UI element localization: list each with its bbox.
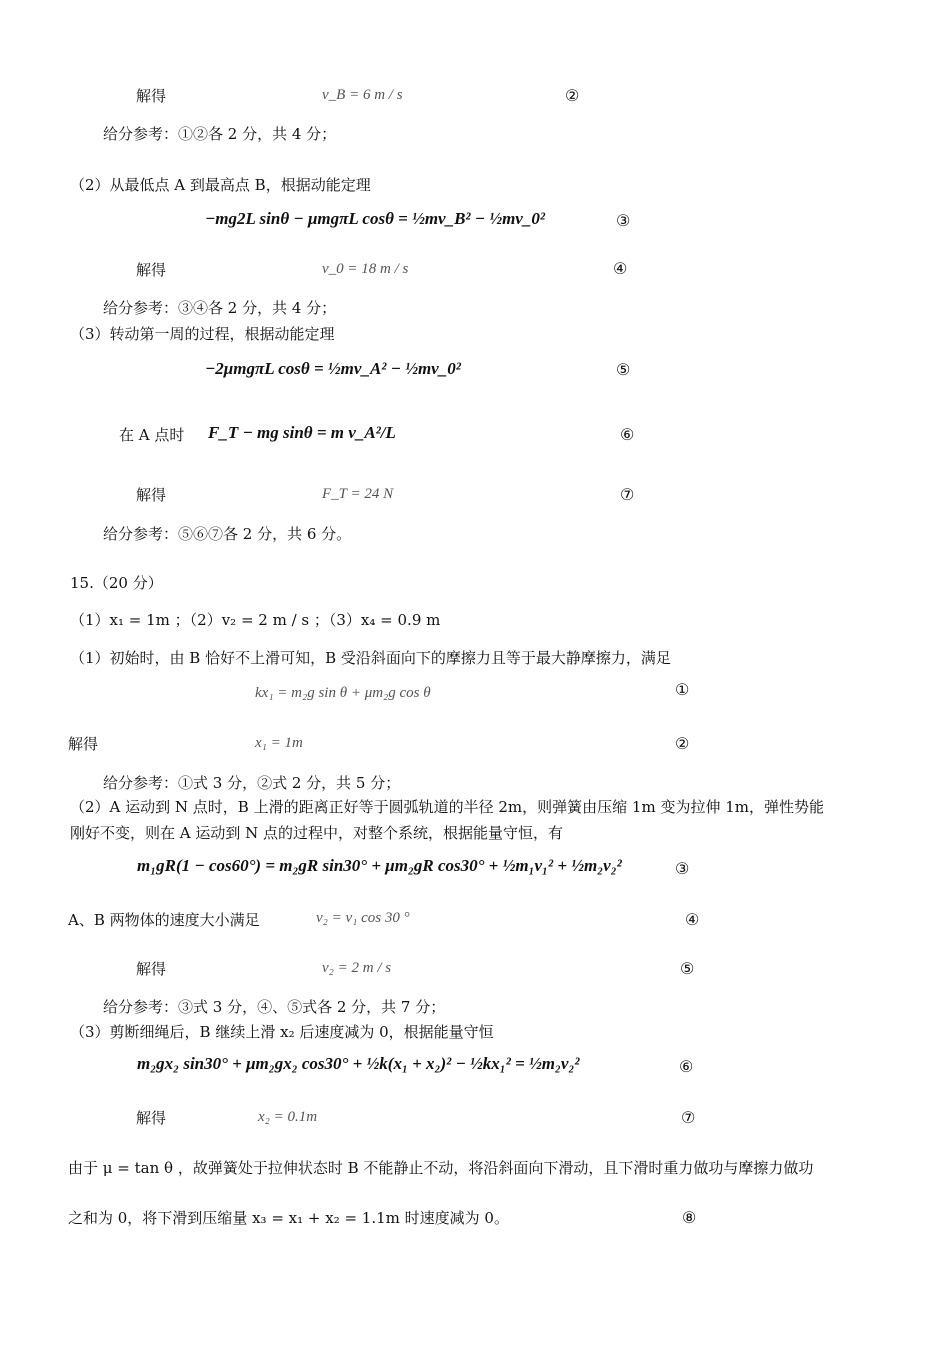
part-heading: （3）剪断细绳后，B 继续上滑 x₂ 后速度减为 0，根据能量守恒 [70,1023,494,1041]
equation-vb: v_B = 6 m / s [322,87,403,103]
equation-number: ⑦ [620,485,635,504]
paragraph-line: 之和为 0，将下滑到压缩量 x₃ = x₁ + x₂ = 1.1m 时速度减为 0。 [68,1209,509,1227]
solve-label: 解得 [68,735,99,753]
equation-spring-balance: kx₁ = m₂g sin θ + μm₂g cos θ [255,685,431,701]
equation-number: ④ [613,259,628,278]
solve-label: 解得 [136,261,167,279]
equation-number: ③ [616,211,631,230]
equation-number: ② [675,734,690,753]
paragraph-line: 由于 μ = tan θ ，故弹簧处于拉伸状态时 B 不能静止不动，将沿斜面向下滑动，且下滑时重力做功与摩擦力做功 [68,1159,814,1177]
equation-number: ⑥ [620,425,635,444]
equation-number: ⑤ [616,360,631,379]
solve-label: 解得 [136,960,167,978]
equation-ft: F_T = 24 N [322,486,394,502]
equation-x2: x₂ = 0.1m [258,1109,318,1125]
equation-number: ② [565,86,580,105]
score-note: 给分参考：①式 3 分，②式 2 分，共 5 分； [103,774,401,792]
equation-tension: F_T − mg sinθ = m v_A²/L [208,423,396,442]
score-note: 给分参考：③式 3 分，④、⑤式各 2 分，共 7 分； [103,998,446,1016]
equation-number: ⑧ [682,1208,697,1227]
equation-number: ⑥ [679,1057,694,1076]
equation-v2: v₂ = 2 m / s [322,960,392,976]
score-note: 给分参考：⑤⑥⑦各 2 分，共 6 分。 [103,525,352,543]
equation-number: ③ [675,859,690,878]
equation-first-turn: −2μmgπL cosθ = ½mv_A² − ½mv_0² [205,359,461,378]
equation-energy-theorem: −mg2L sinθ − μmgπL cosθ = ½mv_B² − ½mv_0² [205,209,545,228]
equation-v0: v_0 = 18 m / s [322,261,409,277]
solve-label: 解得 [136,87,167,105]
equation-number: ⑦ [681,1108,696,1127]
equation-velocity-relation: v₂ = v₁ cos 30 ° [316,910,410,926]
equation-number: ① [675,680,690,699]
part-heading: （2）A 运动到 N 点时，B 上滑的距离正好等于圆弧轨道的半径 2m，则弹簧由压缩 1m 变为拉伸 1m，弹性势能 [70,798,824,816]
condition-label: A、B 两物体的速度大小满足 [68,911,260,929]
part-heading: （1）初始时，由 B 恰好不上滑可知，B 受沿斜面向下的摩擦力且等于最大静摩擦力，满足 [70,649,671,667]
score-note: 给分参考：③④各 2 分，共 4 分； [103,299,337,317]
paragraph-line: 刚好不变，则在 A 运动到 N 点的过程中，对整个系统，根据能量守恒，有 [70,824,564,842]
equation-after-cut: m₂gx₂ sin30° + μm₂gx₂ cos30° + ½k(x₁ + x₂)² − ½kx₁² = ½m₂v₂² [137,1054,580,1073]
condition-label: 在 A 点时 [119,426,185,444]
solve-label: 解得 [136,1109,167,1127]
equation-x1: x₁ = 1m [255,735,303,751]
part-heading: （2）从最低点 A 到最高点 B，根据动能定理 [70,176,371,194]
equation-number: ④ [685,910,700,929]
question-heading: 15.（20 分） [70,574,163,592]
part-heading: （3）转动第一周的过程，根据动能定理 [70,325,335,343]
equation-number: ⑤ [680,959,695,978]
equation-energy-conservation: m₁gR(1 − cos60°) = m₂gR sin30° + μm₂gR cos30° + ½m₁v₁² + ½m₂v₂² [137,856,622,875]
answer-summary: （1）x₁ = 1m ；（2）v₂ = 2 m / s ；（3）x₄ = 0.9 m [70,611,441,629]
solve-label: 解得 [136,486,167,504]
score-note: 给分参考：①②各 2 分，共 4 分； [103,125,337,143]
